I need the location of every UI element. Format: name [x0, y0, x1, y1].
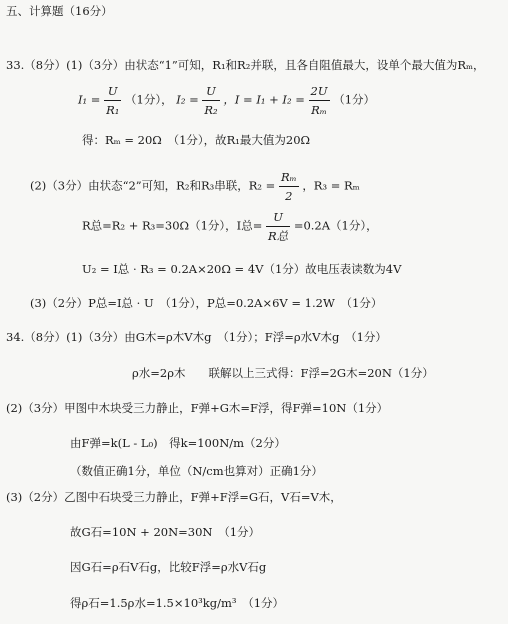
q33-total-resistance	[82, 208, 378, 245]
q34-intro: 34.（8分）(1)（3分）由G木=ρ木V木g （1分）；F浮=ρ水V木g （1分）	[6, 330, 387, 344]
frac-u-over-rtotal	[266, 208, 290, 245]
q34-density-relation: ρ水=2ρ木 联解以上三式得：F浮=2G木=20N（1分）	[132, 366, 434, 380]
frac-denominator: Rₘ	[311, 103, 327, 117]
frac-2u-over-rm	[309, 82, 330, 119]
frac-denominator: R₂	[204, 103, 218, 117]
score: （1分）	[333, 92, 376, 107]
eq-i-sum: ，I = I₁ + I₂ =	[223, 92, 305, 107]
part2-tail-text: ，R₃ = Rₘ	[302, 178, 360, 193]
q34-grading-note: （数值正确1分，单位（N/cm也算对）正确1分）	[70, 464, 323, 478]
part2-intro-text: (2)（3分）由状态“2”可知，R₂和R₃串联，R₂ =	[30, 178, 276, 193]
eq-itotal-tail: =0.2A（1分），	[293, 218, 378, 233]
frac-denominator: R总	[267, 229, 289, 243]
q34-compare: 因G石=ρ石V石g，比较F浮=ρ水V石g	[70, 560, 267, 574]
eq-i2: I₂ =	[176, 92, 199, 107]
q34-hooke-law: 由F弹=k(L - L₀) 得k=100N/m（2分）	[70, 436, 286, 450]
q33-part3-power: (3)（2分）P总=I总 · U （1分），P总=0.2A×6V = 1.2W （1分）	[30, 296, 383, 310]
frac-denominator: 2	[285, 189, 293, 203]
q33-result-rm: 得：Rₘ = 20Ω （1分），故R₁最大值为20Ω	[82, 133, 311, 147]
frac-u-over-r2	[202, 82, 219, 119]
frac-u-over-r1	[104, 82, 121, 119]
q34-final-density: 得ρ石=1.5ρ水=1.5×10³kg/m³ （1分）	[70, 596, 285, 610]
frac-numerator: U	[266, 208, 290, 227]
eq-rtotal: R总=R₂ + R₃=30Ω（1分），I总=	[82, 218, 263, 233]
frac-numerator: 2U	[309, 82, 330, 101]
section-title: 五、计算题（16分）	[6, 4, 113, 18]
frac-denominator: R₁	[106, 103, 120, 117]
q33-part2-intro	[30, 168, 360, 205]
q33-voltage-u2: U₂ = I总 · R₃ = 0.2A×20Ω = 4V（1分）故电压表读数为4V	[82, 262, 402, 276]
eq-i1: I₁ =	[78, 92, 101, 107]
q33-current-equations	[78, 82, 375, 119]
q34-part2: (2)（3分）甲图中木块受三力静止，F弹+G木=F浮，得F弹=10N（1分）	[6, 401, 389, 415]
frac-numerator: Rₘ	[279, 168, 299, 187]
score: （1分），	[125, 92, 173, 107]
frac-numerator: U	[202, 82, 219, 101]
q34-part3: (3)（2分）乙图中石块受三力静止，F弹+F浮=G石，V石=V木，	[6, 490, 342, 504]
q33-intro: 33.（8分）(1)（3分）由状态“1”可知，R₁和R₂并联，且各自阻值最大，设单个最大值为Rₘ，	[6, 58, 485, 72]
frac-rm-over-2	[279, 168, 299, 205]
frac-numerator: U	[104, 82, 121, 101]
q34-stone-weight: 故G石=10N + 20N=30N （1分）	[70, 525, 261, 539]
